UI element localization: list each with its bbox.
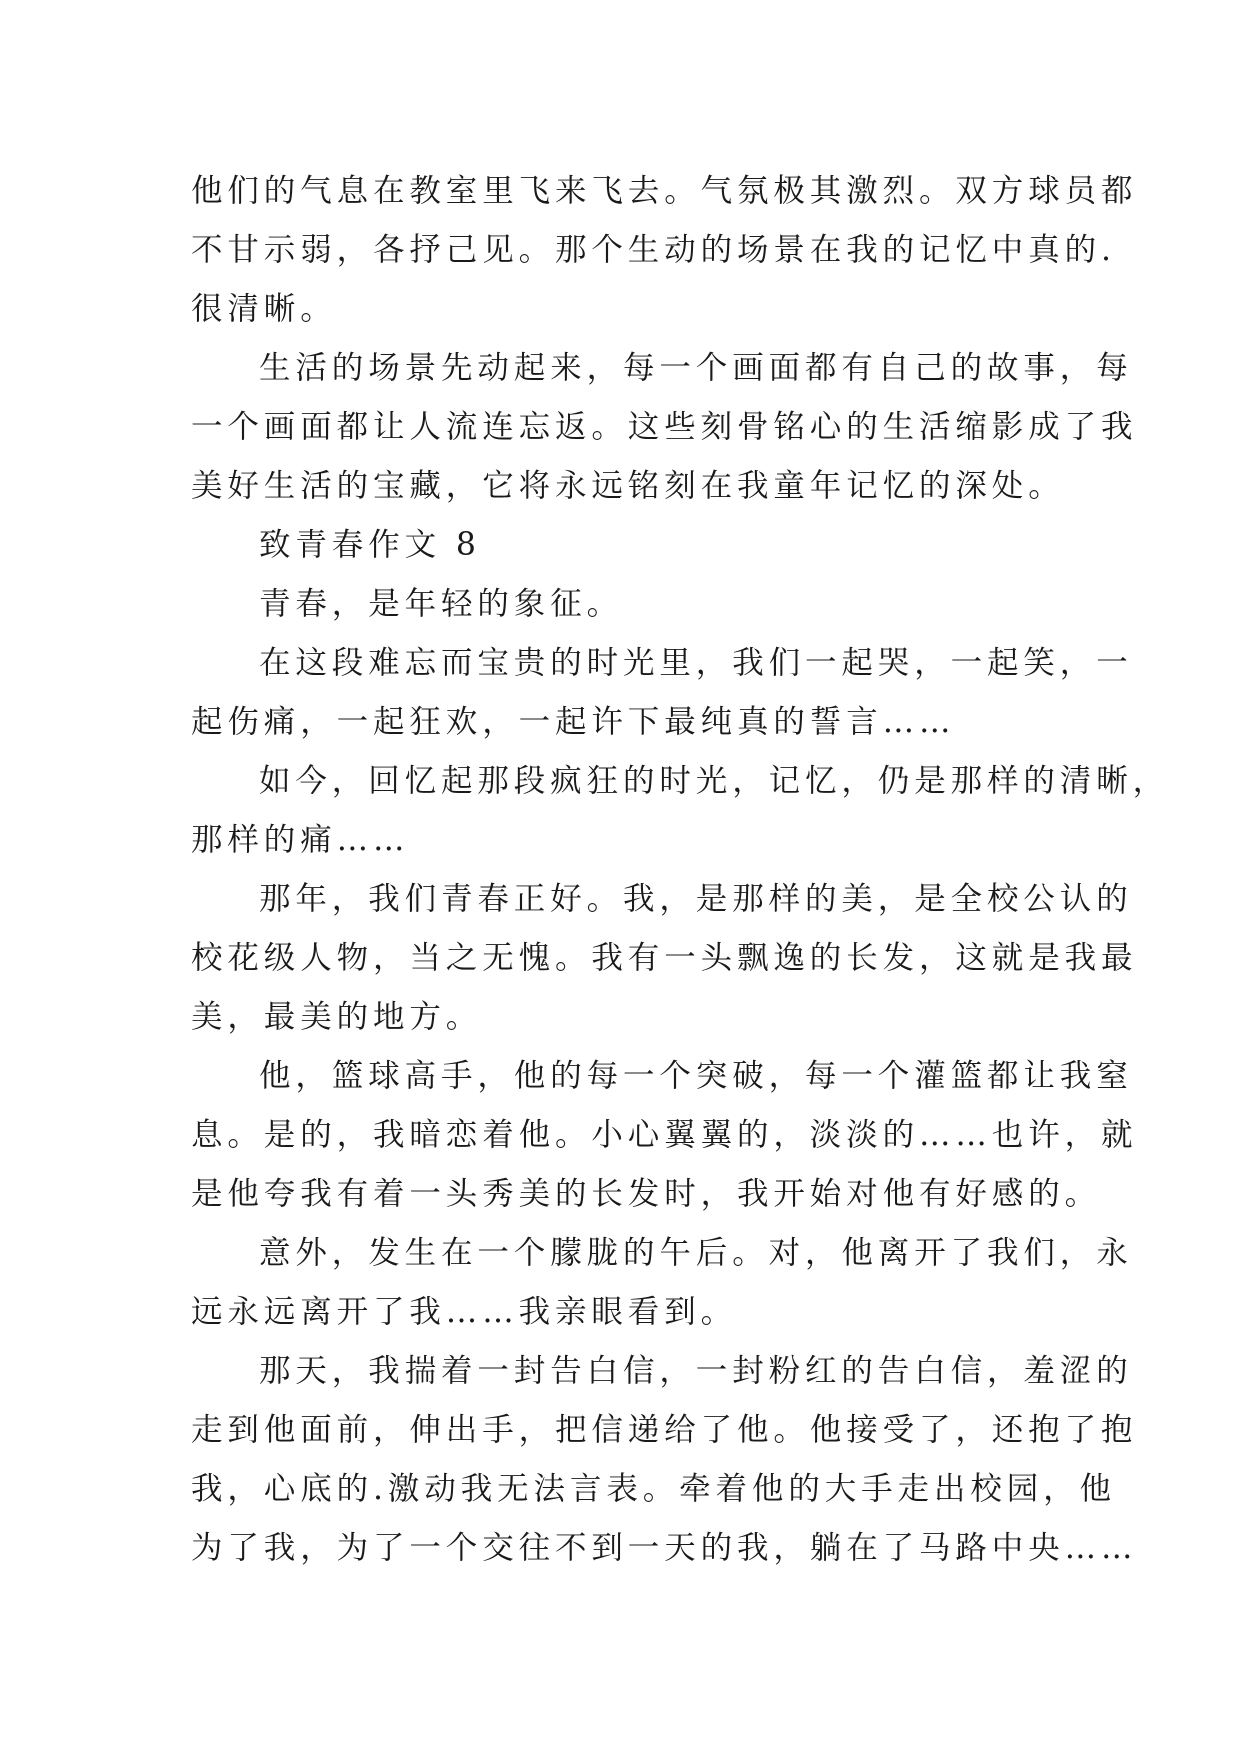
- document-body: [191, 162, 1170, 1578]
- text-line: 意外，发生在一个朦胧的午后。对，他离开了我们，永: [259, 1235, 1133, 1271]
- text-line: 青春，是年轻的象征。: [259, 586, 624, 622]
- text-line: 美好生活的宝藏，它将永远铭刻在我童年记忆的深处。: [191, 468, 1065, 504]
- text-line: 他，篮球高手，他的每一个突破，每一个灌篮都让我窒: [259, 1058, 1133, 1094]
- text-line: 很清晰。: [191, 291, 337, 327]
- text-line: 走到他面前，伸出手，把信递给了他。他接受了，还抱了抱: [191, 1412, 1138, 1448]
- text-line: 不甘示弱，各抒己见。那个生动的场景在我的记忆中真的.: [191, 232, 1116, 268]
- text-line: 生活的场景先动起来，每一个画面都有自己的故事，每: [259, 350, 1133, 386]
- text-line: 如今，回忆起那段疯狂的时光，记忆，仍是那样的清晰，: [259, 763, 1170, 799]
- text-line: 他们的气息在教室里飞来飞去。气氛极其激烈。双方球员都: [191, 173, 1138, 209]
- text-line: 为了我，为了一个交往不到一天的我，躺在了马路中央……: [191, 1530, 1138, 1566]
- text-line: 我，心底的.激动我无法言表。牵着他的大手走出校园，他: [191, 1471, 1116, 1507]
- text-line: 那样的痛……: [191, 822, 410, 858]
- text-line: 美，最美的地方。: [191, 999, 483, 1035]
- text-line: 一个画面都让人流连忘返。这些刻骨铭心的生活缩影成了我: [191, 409, 1138, 445]
- text-line: 那天，我揣着一封告白信，一封粉红的告白信，羞涩的: [259, 1353, 1133, 1389]
- text-line: 起伤痛，一起狂欢，一起许下最纯真的誓言……: [191, 704, 956, 740]
- text-line: 远永远离开了我……我亲眼看到。: [191, 1294, 738, 1330]
- text-line: 息。是的，我暗恋着他。小心翼翼的，淡淡的……也许，就: [191, 1117, 1138, 1153]
- text-line: 致青春作文 8: [259, 527, 481, 563]
- text-line: 校花级人物，当之无愧。我有一头飘逸的长发，这就是我最: [191, 940, 1138, 976]
- text-line: 那年，我们青春正好。我，是那样的美，是全校公认的: [259, 881, 1133, 917]
- text-line: 是他夸我有着一头秀美的长发时，我开始对他有好感的。: [191, 1176, 1102, 1212]
- text-line: 在这段难忘而宝贵的时光里，我们一起哭，一起笑，一: [259, 645, 1133, 681]
